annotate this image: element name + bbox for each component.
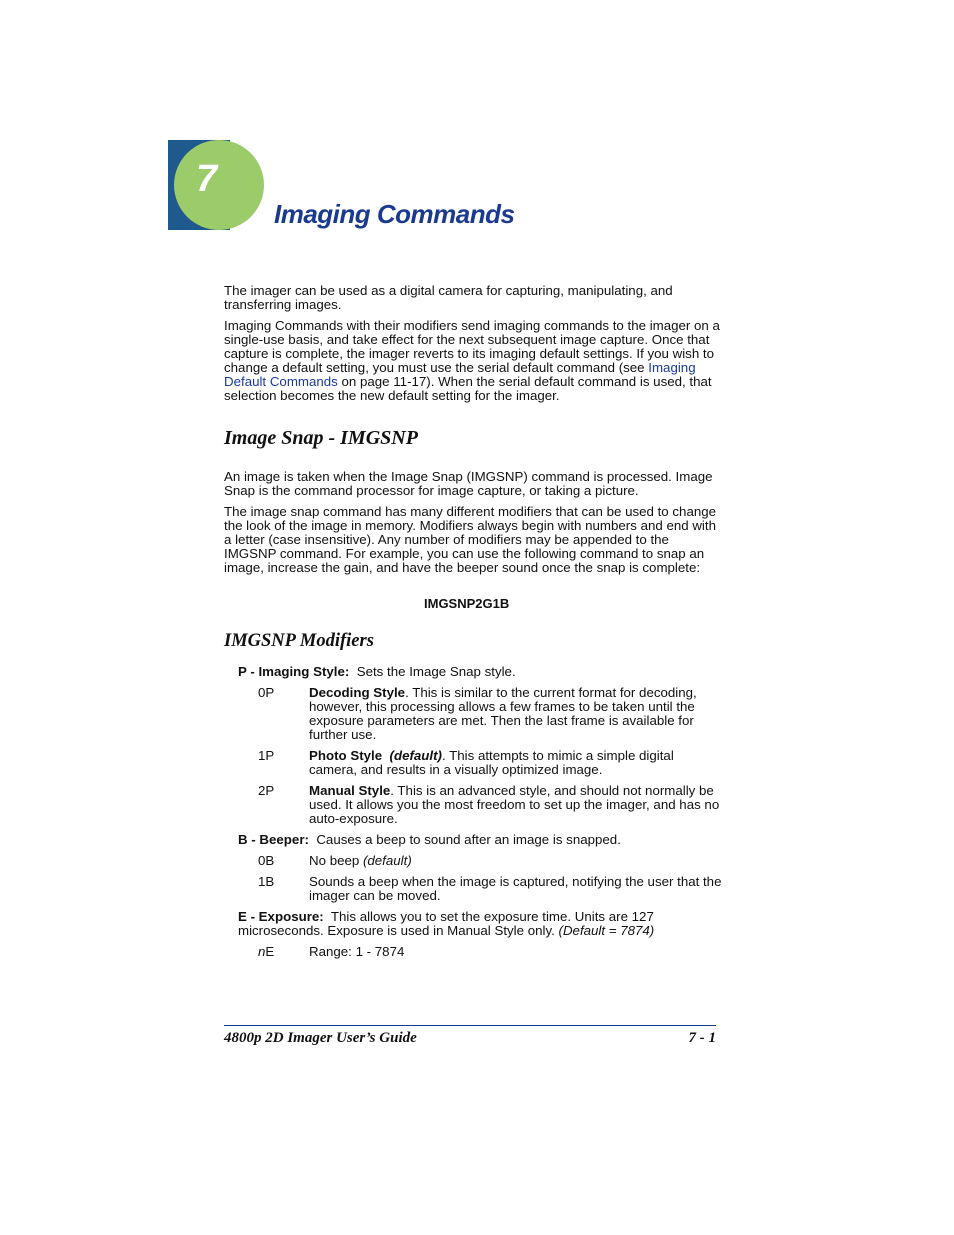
intro-paragraph-2: Imaging Commands with their modifiers send imaging commands to the imager on a single-use basis, and take effect for the next subsequent image capture. Once that capture is complete, the imager reverts to its imaging default settings. If you wish to change a default setting, you must use the serial default command (see Imaging Default Commands on page 11-17). When the serial default command is used, that selection becomes the new default setting for the imager. [224, 318, 720, 403]
modifiers-heading: IMGSNP Modifiers [224, 631, 374, 651]
footer-rule [224, 1025, 716, 1026]
imaging-default-commands-link[interactable]: Imaging Default Commands [224, 360, 696, 389]
section-paragraph-1: An image is taken when the Image Snap (IMGSNP) command is processed. Image Snap is the command processor for image capture, or taking a picture. [224, 469, 713, 498]
chapter-title: Imaging Commands [274, 199, 515, 229]
modifier-e-line [238, 910, 724, 938]
modifier-e-default: (Default = 7874) [558, 923, 655, 938]
modifier-e-text: This allows you to set the exposure time. Units are 127 microseconds. Exposure is used in Manual Style only. [238, 909, 654, 938]
footer-title: 4800p 2D Imager User’s Guide [224, 1030, 417, 1046]
command-example: IMGSNP2G1B [424, 596, 510, 611]
intro-paragraph-1: The imager can be used as a digital camera for capturing, manipulating, and transferring images. [224, 283, 673, 312]
modifier-p-text: Sets the Image Snap style. [356, 664, 516, 679]
modifier-b-label: B - Beeper: [238, 832, 309, 847]
modifier-p-line [238, 665, 724, 679]
section-heading: Image Snap - IMGSNP [224, 427, 418, 449]
section-paragraph-2: The image snap command has many different modifiers that can be used to change the look of the image in memory. Modifiers always begin with numbers and end with a letter (case insensitive). Any number of modifiers may be appended to the IMGSNP command. For example, you can use the following command to snap an image, increase the gain, and have the beeper sound once the snap is complete: [224, 504, 717, 575]
page-number: 7 - 1 [688, 1030, 716, 1046]
modifier-p-label: P - Imaging Style: [238, 664, 350, 679]
modifier-b-text: Causes a beep to sound after an image is snapped. [316, 832, 621, 847]
chapter-badge [174, 140, 264, 230]
modifier-e-label: E - Exposure: [238, 909, 324, 924]
modifier-b-line [238, 833, 724, 847]
chapter-number: 7 [196, 158, 218, 200]
